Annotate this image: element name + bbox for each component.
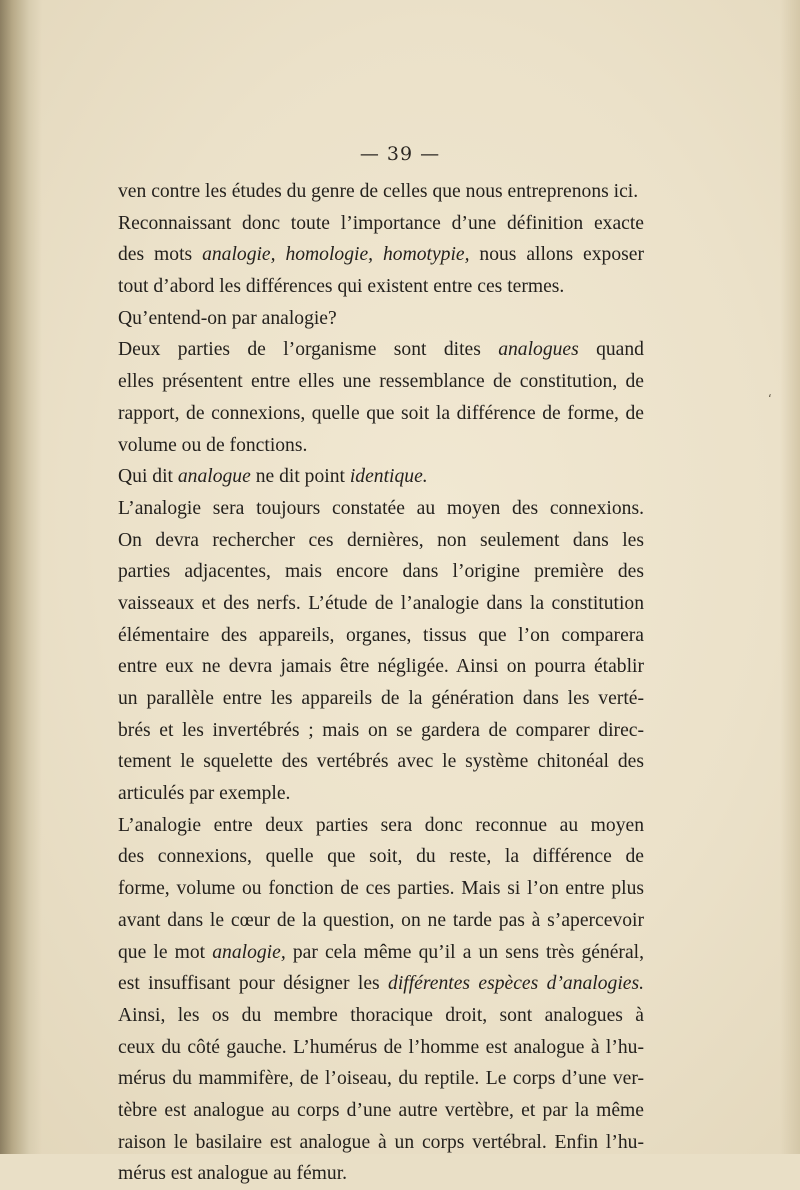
text-run: On devra rechercher ces dernières, non seulement dans les	[118, 529, 644, 551]
text-run: Deux parties de l’organisme sont dites	[118, 339, 499, 361]
text-line	[118, 778, 644, 810]
text-line	[118, 493, 644, 525]
text-run: des mots	[118, 244, 203, 266]
text-line	[118, 1032, 644, 1064]
text-run: quand	[578, 339, 644, 361]
text-run: avant dans le cœur de la question, on ne tarde pas à s’apercevoir	[118, 909, 644, 931]
text-line	[118, 651, 644, 683]
text-run: brés et les invertébrés ; mais on se gardera de comparer direc-	[118, 719, 644, 741]
text-line	[118, 430, 644, 462]
text-line	[118, 303, 644, 335]
text-run: Reconnaissant donc toute l’importance d’une définition exacte	[118, 212, 644, 234]
italic-term: analogie, homologie, homotypie,	[202, 244, 470, 266]
text-line	[118, 366, 644, 398]
binding-gutter	[0, 0, 42, 1154]
text-line	[118, 271, 644, 303]
text-line	[118, 398, 644, 430]
text-line	[118, 873, 644, 905]
text-run: ven contre les études du genre de celles que nous entreprenons ici.	[118, 181, 639, 202]
text-line	[118, 810, 644, 842]
text-run: Ainsi, les os du membre thoracique droit, sont analogues à	[118, 1004, 644, 1026]
italic-term: différentes espèces d’analogies.	[388, 973, 644, 995]
text-line	[118, 1158, 644, 1190]
text-run: entre eux ne devra jamais être négligée. Ainsi on pourra établir	[118, 656, 644, 678]
text-run: L’analogie sera toujours constatée au moyen des connexions.	[118, 497, 644, 519]
text-line	[118, 1095, 644, 1127]
text-run: ceux du côté gauche. L’humérus de l’homme est analogue à l’hu-	[118, 1036, 644, 1058]
text-run: des connexions, quelle que soit, du reste, la différence de	[118, 846, 644, 868]
text-run: mérus est analogue au fémur.	[118, 1163, 348, 1185]
text-run: nous allons exposer	[469, 244, 644, 266]
body-text	[118, 176, 644, 1190]
text-line	[118, 334, 644, 366]
text-run: mérus du mammifère, de l’oiseau, du reptile. Le corps d’une ver-	[118, 1068, 644, 1090]
text-line	[118, 715, 644, 747]
text-line	[118, 1127, 644, 1159]
text-run: forme, volume ou fonction de ces parties. Mais si l’on entre plus	[118, 878, 644, 900]
text-line	[118, 461, 644, 493]
text-line	[118, 208, 644, 240]
text-run: est insuffisant pour désigner les	[118, 973, 389, 995]
text-run: ne dit point	[250, 466, 350, 488]
italic-term: analogues	[498, 339, 579, 361]
text-run: Qu’entend-on par analogie?	[118, 307, 337, 329]
text-line	[118, 176, 644, 208]
text-run: L’analogie entre deux parties sera donc reconnue au moyen	[118, 814, 644, 836]
text-run: élémentaire des appareils, organes, tissus que l’on comparera	[118, 624, 644, 646]
text-line	[118, 1063, 644, 1095]
text-line	[118, 905, 644, 937]
text-line	[118, 588, 644, 620]
italic-term: analogue	[177, 466, 251, 488]
text-run: tement le squelette des vertébrés avec le système chitonéal des	[118, 751, 644, 773]
text-run: vaisseaux et des nerfs. L’étude de l’analogie dans la constitution	[118, 592, 644, 614]
italic-term: analogie,	[212, 941, 286, 963]
italic-term: identique.	[349, 466, 428, 488]
text-run: que le mot	[118, 941, 213, 963]
text-run: elles présentent entre elles une ressemblance de constitution, de	[118, 371, 644, 393]
text-run: tout d’abord les différences qui existent entre ces termes.	[118, 276, 565, 298]
text-line	[118, 525, 644, 557]
text-run: raison le basilaire est analogue à un corps vertébral. Enfin l’hu-	[118, 1131, 644, 1153]
page-edge	[780, 0, 800, 1154]
text-run: volume ou de fonctions.	[118, 434, 308, 456]
text-line	[118, 556, 644, 588]
text-line	[118, 620, 644, 652]
text-run: Qui dit	[118, 466, 178, 488]
text-line	[118, 239, 644, 271]
text-line	[118, 968, 644, 1000]
margin-mark: ‘	[768, 392, 772, 406]
text-line	[118, 937, 644, 969]
text-run: articulés par exemple.	[118, 783, 291, 805]
text-run: un parallèle entre les appareils de la génération dans les verté-	[118, 688, 644, 709]
text-run: parties adjacentes, mais encore dans l’origine première des	[118, 561, 644, 583]
text-run: par cela même qu’il a un sens très général,	[285, 941, 644, 963]
page-number: — 39 —	[359, 143, 441, 165]
text-line	[118, 841, 644, 873]
text-line	[118, 746, 644, 778]
text-run: rapport, de connexions, quelle que soit la différence de forme, de	[118, 402, 644, 424]
text-line	[118, 1000, 644, 1032]
text-run: tèbre est analogue au corps d’une autre vertèbre, et par la même	[118, 1099, 644, 1121]
text-line	[118, 683, 644, 715]
